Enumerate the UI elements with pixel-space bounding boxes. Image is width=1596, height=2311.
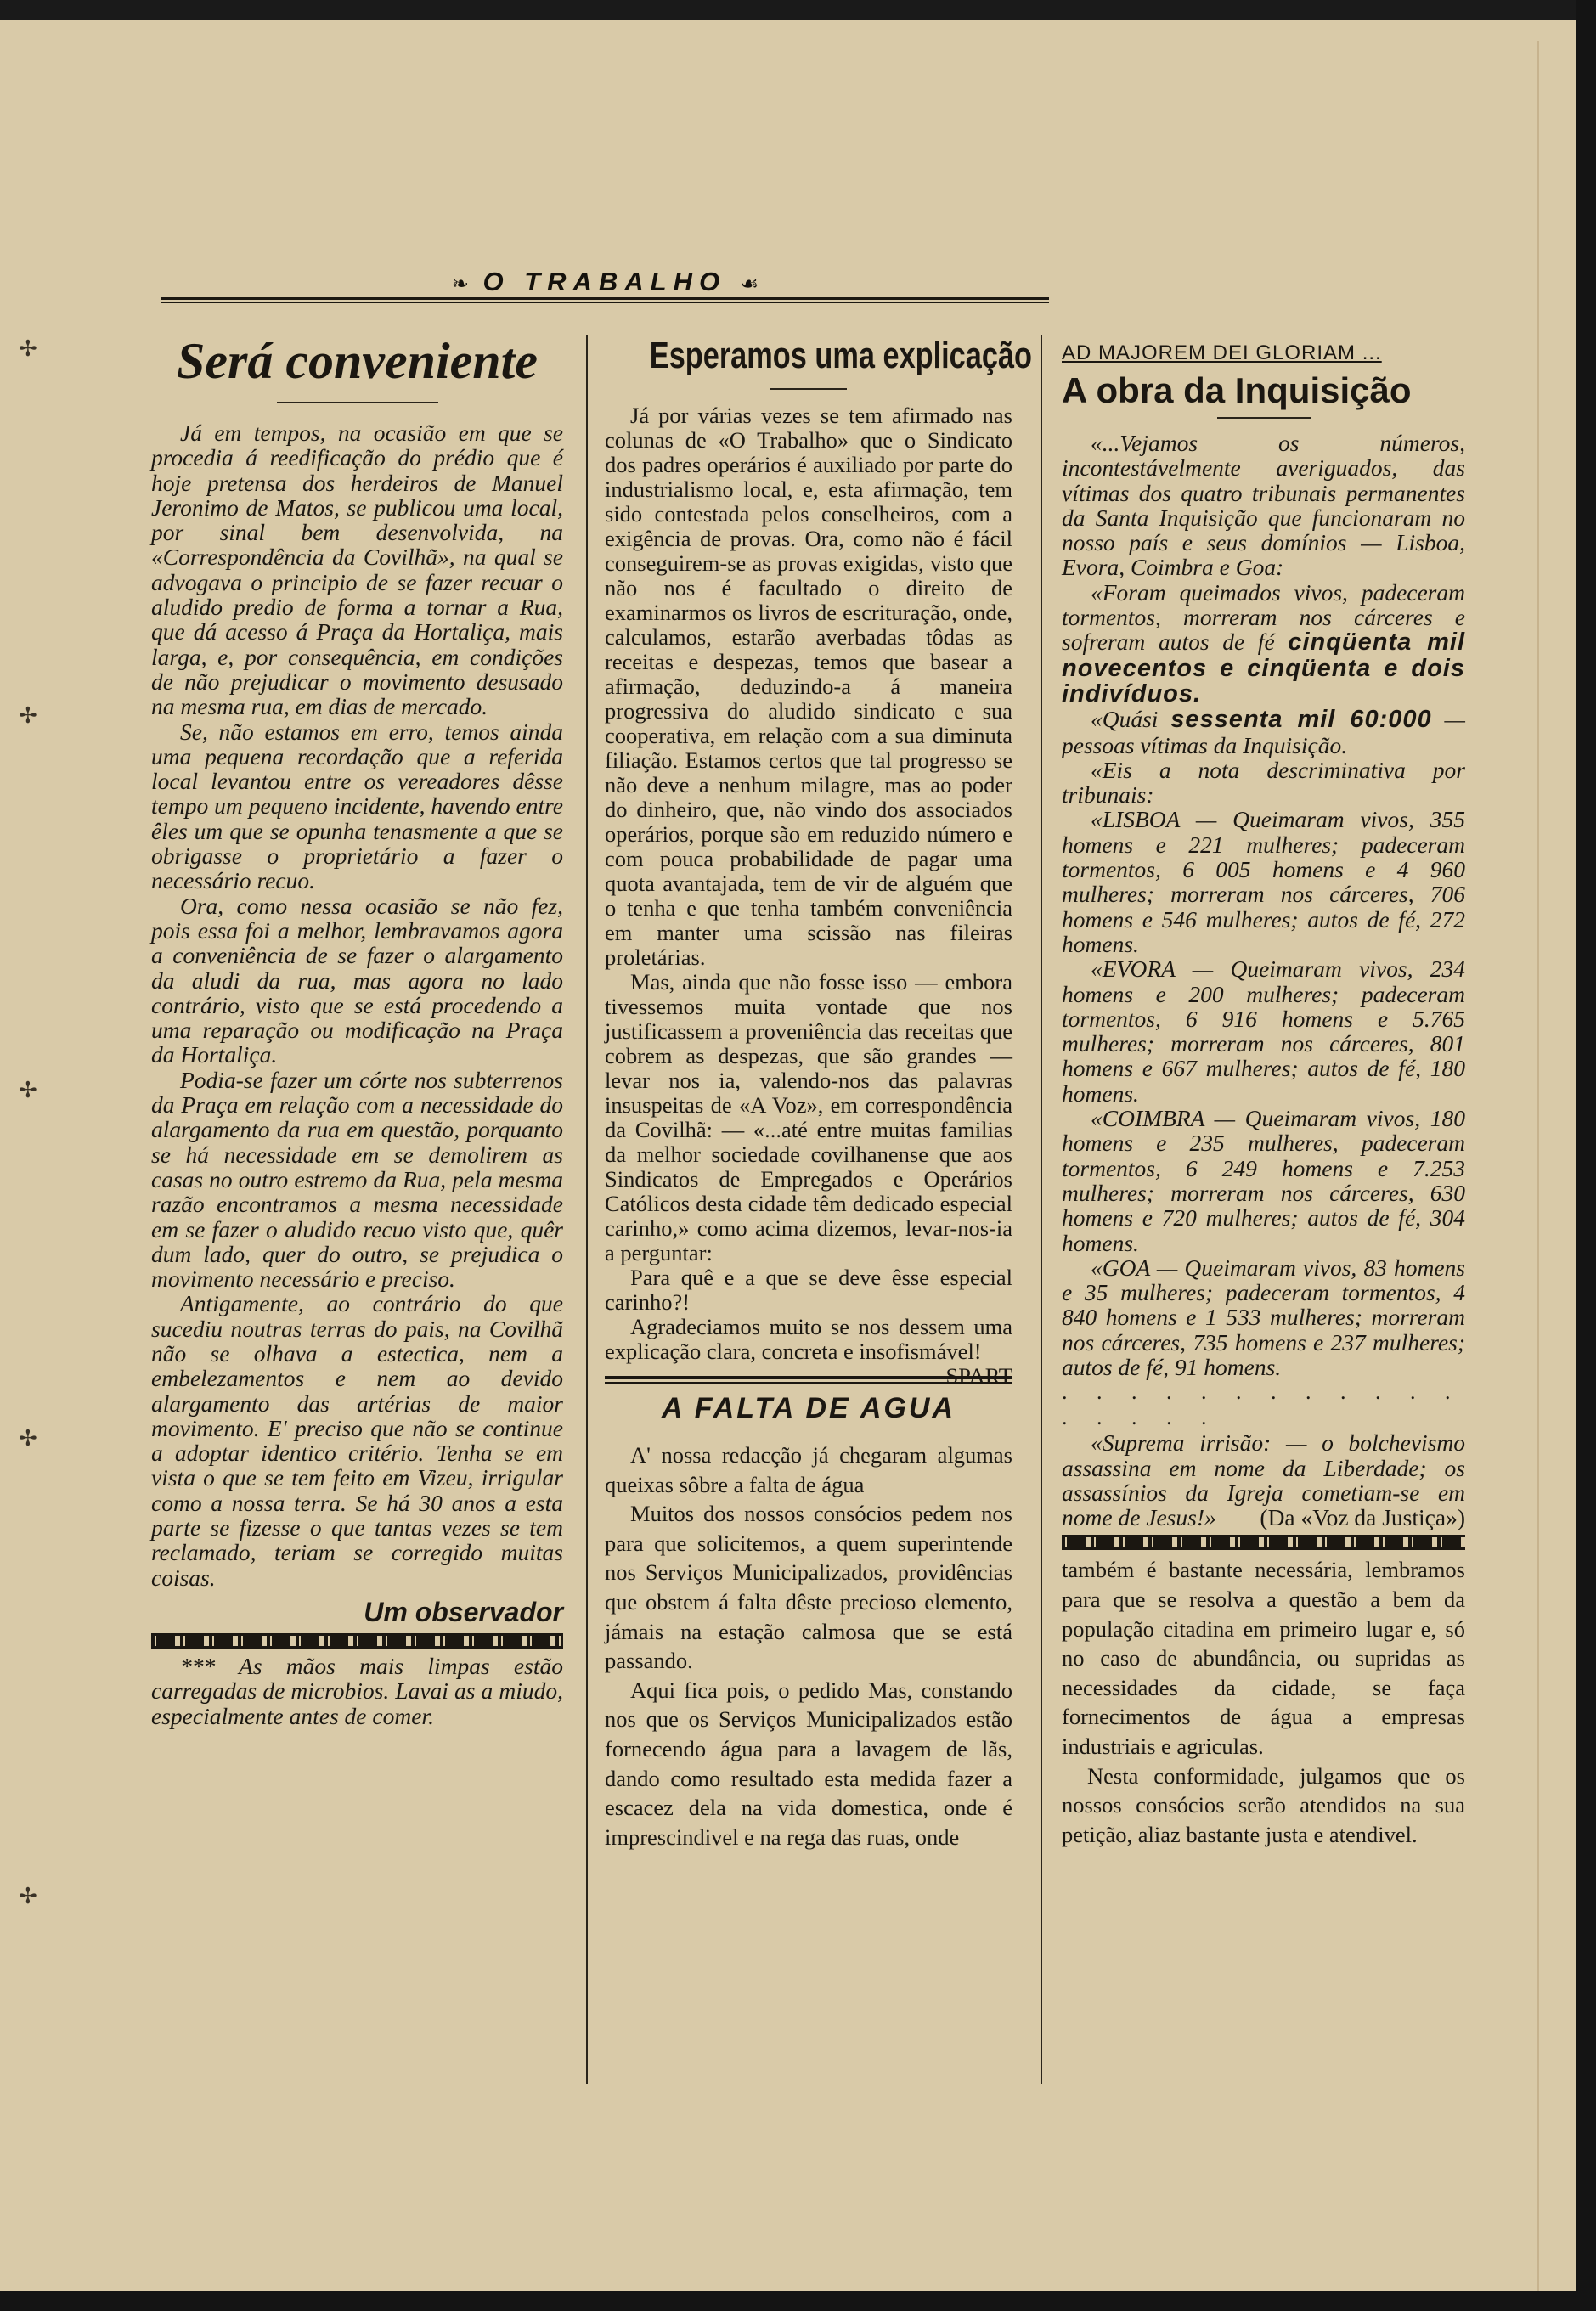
column-2: [605, 330, 1033, 1852]
article-paragraph: «EVORA — Queimaram vivos, 234 homens e 200 mulheres; padeceram tormentos, 6 916 homens e 5.765 mulheres; morreram nos cárceres, 801 homens e 667 mulheres; autos de fé, 180 homens.: [1062, 955, 1465, 1107]
column-rule: [586, 335, 588, 2084]
article-paragraph: Agradeciamos muito se nos dessem uma explicação clara, concreta e insofismável!: [605, 1314, 1012, 1364]
column-3: [1062, 330, 1465, 1849]
article-paragraph: Podia-se fazer um córte nos subterrenos da Praça em relação com a necessidade do alargamento da rua em questão, porquanto se há necessidade em se demolirem as casas no outro estremo da Rua, pela mesma razão encontramos a mesma necessidade em se fazer o aludido recuo visto que, quêr dum lado, quer do outro, se prejudica o movimento necessário e preciso.: [151, 1066, 563, 1293]
article-paragraph: Muitos dos nossos consócios pedem nos para que solicitemos, a quem superintende nos Serviços Municipalizados, providências que obstem á falta dêste precioso elemento, jámais na estação calmosa que se está passando.: [605, 1501, 1012, 1674]
newspaper-page: [0, 20, 1576, 2291]
flourish-right-icon: ☙: [740, 272, 759, 296]
scan-border-bottom: [0, 2291, 1596, 2311]
column-1: [151, 330, 563, 1728]
article-paragraph: Aqui fica pois, o pedido Mas, constando nos que os Serviços Municipalizados estão fornecendo água para a lavagem de lãs, dando como resultado esta medida fazer a escacez dela na vida domestica, onde é imprescindivel e na rega das ruas, onde: [605, 1677, 1012, 1850]
binding-hole-icon: ✢: [19, 703, 37, 729]
article-paragraph: Se, não estamos em erro, temos ainda uma pequena recordação que a referida local levantou entre os vereadores dêsse tempo um pequeno incidente, havendo entre êles um que se opunha tenasmente a que se obrigasse o proprietário a fazer o necessário recuo.: [151, 718, 563, 894]
kicker-label: AD MAJOREM DEI GLORIAM ...: [1062, 341, 1382, 364]
flourish-left-icon: ❧: [451, 272, 469, 296]
ellipsis-row: . . . . . . . . . . . . . . . . .: [1062, 1379, 1463, 1430]
title-rule: [770, 388, 847, 390]
article-paragraph: Já em tempos, na ocasião em que se procedia á reedificação do prédio que é hoje pretensa dos herdeiros de Manuel Jeronimo de Matos, se publicou uma local, por sinal bem desenvolvida, na «Correspondência da Covilhã», na qual se advogava o principio de se fazer recuar o aludido predio de forma a tornar a Rua, que dá acesso á Praça da Hortaliça, mais larga, e, por consequência, em condições de não prejudicar o movimento desusado na mesma rua, em dias de mercado.: [151, 420, 563, 720]
binding-hole-icon: ✢: [19, 1078, 37, 1103]
masthead: [161, 267, 1049, 309]
binding-hole-icon: ✢: [19, 336, 37, 362]
continuation-paragraph: Nesta conformidade, julgamos que os nossos consócios serão atendidos na sua petição, aliaz bastante justa e atendivel.: [1062, 1762, 1465, 1847]
masthead-rule-thin: [161, 302, 1049, 303]
article-signature: Um observador: [364, 1596, 563, 1627]
masthead-rule: [161, 297, 1049, 300]
column-rule: [1041, 335, 1042, 2084]
article-paragraph: Para quê e a que se deve êsse especial carinho?!: [605, 1265, 1012, 1315]
article-paragraph: Já por várias vezes se tem afirmado nas colunas de «O Trabalho» que o Sindicato dos padres operários é auxiliado por parte do industrialismo local, e, esta afirmação, tem sido contestada pelos conselheiros, com a exigência de provas. Ora, como não é fácil conseguirem-se as provas exigidas, visto que não nos é facultado o direito de examinarmos os livros de escrituração, onde, calculamos, estarão averbadas tôdas as receitas e despezas, temos que basear a afirmação, deduzindo-a á maneira progressiva do aludido sindicato e sua cooperativa, em relação com a sua diminuta filiação. Estamos certos que tal progresso se não deve a nenhum milagre, mas ao poder do dinheiro, que, não vindo dos associados operários, porque são em reduzido número e com pouca probabilidade de pagar uma quota avantajada, tem de vir de alguém que o tenha e que tenha também conveniência em manter uma scissão nas fileiras proletárias.: [605, 403, 1012, 970]
title-rule: [277, 402, 438, 403]
article-paragraph: Mas, ainda que não fosse isso — embora tivessemos muita vontade que nos justificassem a proveniência das receitas que cobrem as despezas, que são grandes — levar nos ia, valendo-nos das palavras insuspeitas de «A Voz», em correspondência da Covilhã: — «...até entre muitas familias da melhor sociedade covilhanense que aos Sindicatos de Empregados e Operários Católicos desta cidade têm dedicado especial carinho,» como acima dizemos, levar-nos-ia a perguntar:: [605, 969, 1012, 1265]
title-rule: [1217, 417, 1311, 419]
article-paragraph: «GOA — Queimaram vivos, 83 homens e 35 mulheres; padeceram tormentos, 4 840 homens e 1 533 mulheres; morreram nos cárceres, 735 homens e 237 mulheres; autos de fé, 91 homens.: [1062, 1254, 1465, 1380]
article-paragraph: «COIMBRA — Queimaram vivos, 180 homens e 235 mulheres, padeceram tormentos, 6 249 homens e 7.253 mulheres; morreram nos cárceres, 630 homens e 720 mulheres; autos de fé, 304 homens.: [1062, 1105, 1465, 1256]
article-paragraph: Antigamente, ao contrário do que sucediu noutras terras do pais, na Covilhã não se olhava a estectica, nem a embelezamentos e nem ao devido alargamento das artérias de maior movimento. E' preciso que não se continue a adoptar identico critério. Tenha se em vista o que se tem feito em Vizeu, irrigular como a nossa terra. Se há 30 anos a esta parte se fizesse o que tantas vezes se tem reclamado, teriam se corregido muitas coisas.: [151, 1290, 563, 1591]
continuation-paragraph: também é bastante necessária, lembramos para que se resolva a questão a bem da população citadina em primeiro lugar e, só no caso de abundância, ou supridas as necessidades da cidade, se faça fornecimentos de água a empresas industriais e agriculas.: [1062, 1557, 1465, 1760]
article-title: A FALTA DE AGUA: [662, 1392, 956, 1424]
emphasis-text: cinqüenta mil novecentos e cinqüenta e dois indivíduos.: [1062, 628, 1466, 707]
scan-border-right: [1576, 0, 1596, 2311]
binding-hole-icon: ✢: [19, 1884, 37, 1909]
article-paragraph: Ora, como nessa ocasião se não fez, pois essa foi a melhor, lembravamos agora a conveniência de se fazer o alargamento da aludi da rua, mas agora no lado contrário, visto que se está procedendo a uma reparação ou modificação na Praça da Hortaliça.: [151, 892, 563, 1068]
paper-fold: [1537, 41, 1539, 2291]
article-paragraph: — pessoas vítimas da Inquisição.: [1062, 706, 1465, 758]
article-paragraph: «Quási: [1091, 706, 1159, 733]
article-title: Esperamos uma explicação: [649, 335, 1033, 376]
article-signature: SPART: [945, 1363, 1012, 1389]
article-paragraph: «LISBOA — Queimaram vivos, 355 homens e 221 mulheres; padeceram tormentos, 6 005 homens e 4 960 mulheres; morreram nos cárceres, 706 homens e 546 mulheres; autos de fé, 272 homens.: [1062, 806, 1465, 957]
article-paragraph: A' nossa redacção já chegaram algumas queixas sôbre a falta de água: [605, 1442, 1012, 1497]
masthead-title: O TRABALHO: [482, 267, 727, 296]
article-title: Será conveniente: [177, 333, 538, 389]
filler-note: *** As mãos mais limpas estão carregadas de microbios. Lavai as a miudo, especialmente antes de comer.: [151, 1652, 563, 1729]
emphasis-text: sessenta mil 60:000: [1170, 706, 1432, 734]
chain-divider: [151, 1633, 563, 1649]
article-paragraph: «Foram queimados vivos, padeceram tormentos, morreram nos cárceres e sofreram autos de fé: [1062, 578, 1465, 656]
article-title: A obra da Inquisição: [1062, 370, 1412, 410]
binding-hole-icon: ✢: [19, 1426, 37, 1451]
chain-divider: [1062, 1535, 1465, 1550]
article-paragraph: «Suprema irrisão: — o bolchevismo assassina em nome da Liberdade; os assassínios da Igreja cometiam-se em nome de Jesus!»: [1062, 1429, 1465, 1531]
article-paragraph: «...Vejamos os números, incontestávelmente averiguados, das vítimas dos quatro tribunais permanentes da Santa Inquisição que funcionaram no nosso país e seus domínios — Lisboa, Evora, Coimbra e Goa:: [1062, 430, 1465, 581]
source-credit: (Da «Voz da Justiça»): [1260, 1504, 1465, 1531]
article-paragraph: «Eis a nota descriminativa por tribunais:: [1062, 756, 1465, 809]
